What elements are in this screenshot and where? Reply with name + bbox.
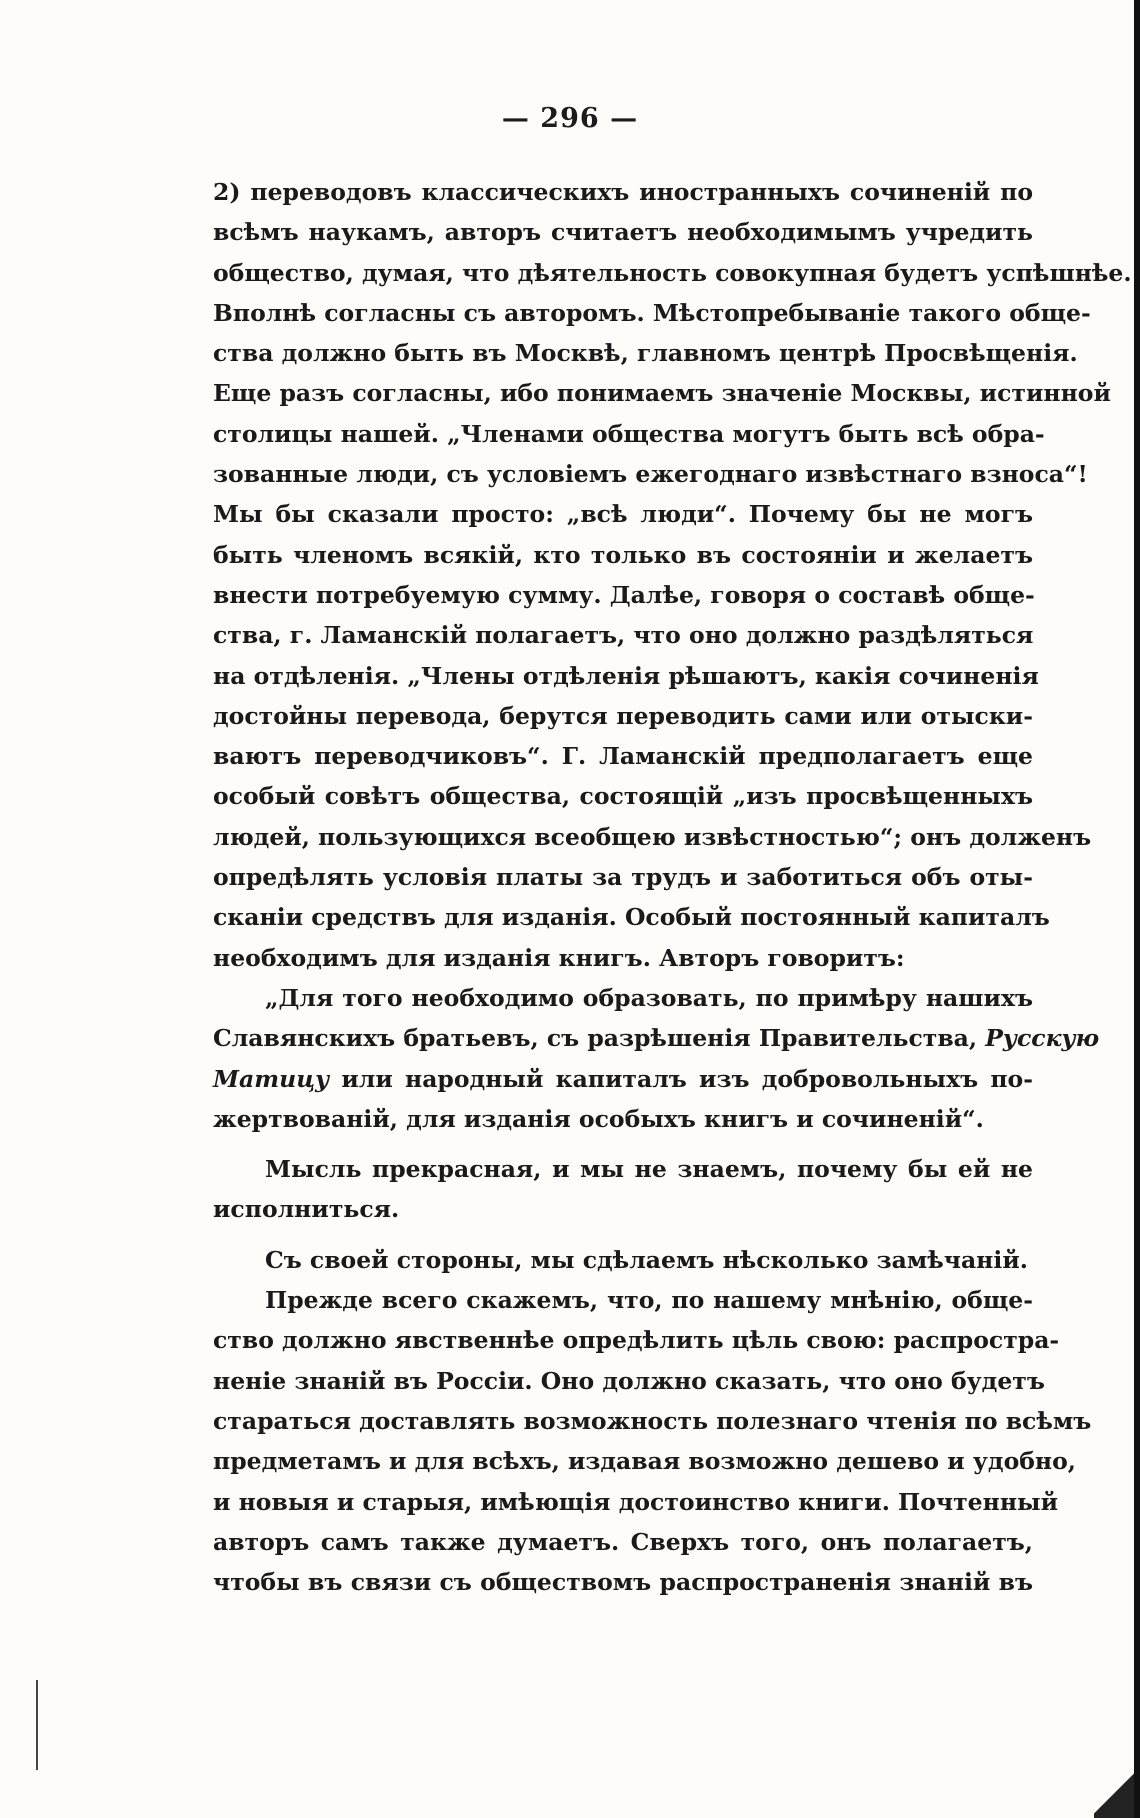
italic-text: Русскую — [985, 1024, 1100, 1053]
line-text: опредѣлять условія платы за трудъ и заботиться объ оты- — [213, 863, 1033, 892]
text-line — [213, 1240, 1033, 1280]
line-text: „Для того необходимо образовать, по примѣру нашихъ — [265, 983, 1033, 1012]
line-text: ство должно явственнѣе опредѣлить цѣль свою: распростра- — [213, 1326, 1060, 1355]
text-line — [213, 253, 1132, 293]
line-text: Прежде всего скажемъ, что, по нашему мнѣнію, обще- — [265, 1286, 1033, 1315]
line-text: ства, г. Ламанскій полагаетъ, что оно должно раздѣляться — [213, 621, 1034, 650]
text-line — [213, 1149, 1033, 1189]
text-line — [213, 1099, 1033, 1139]
line-text: на отдѣленія. „Члены отдѣленія рѣшаютъ, какія сочиненія — [213, 661, 1039, 690]
text-line — [213, 736, 1033, 776]
text-line — [213, 212, 1033, 252]
text-line — [213, 1522, 1033, 1562]
line-text: предметамъ и для всѣхъ, издавая возможно дешево и удобно, — [213, 1447, 1076, 1476]
text-line — [213, 615, 1033, 655]
italic-text: Матицу — [213, 1064, 330, 1093]
text-line — [213, 1059, 1033, 1099]
line-text: достойны перевода, берутся переводить сами или отыски- — [213, 701, 1033, 730]
text-line — [213, 333, 1078, 373]
text-line — [213, 535, 1033, 575]
line-text: авторъ самъ также думаетъ. Сверхъ того, онъ полагаетъ, — [213, 1527, 1033, 1556]
scan-page-edge — [1134, 0, 1140, 1818]
text-line — [213, 776, 1033, 816]
text-line — [213, 656, 1039, 696]
text-line — [213, 1189, 1033, 1229]
text-line — [213, 1562, 1033, 1602]
page-body-text — [213, 172, 1132, 1602]
line-text: Еще разъ согласны, ибо понимаемъ значеніе Москвы, истинной — [213, 379, 1111, 408]
line-text: неніе знаній въ Россіи. Оно должно сказать, что оно будетъ — [213, 1366, 1045, 1395]
line-text: ства должно быть въ Москвѣ, главномъ центрѣ Просвѣщенія. — [213, 339, 1078, 368]
text-line — [213, 1361, 1045, 1401]
line-text: общество, думая, что дѣятельность совокупная будетъ успѣшнѣе. — [213, 258, 1132, 287]
text-line — [213, 817, 1092, 857]
text-line — [213, 857, 1033, 897]
line-text: стараться доставлять возможность полезнаго чтенія по всѣмъ — [213, 1406, 1092, 1435]
line-text: быть членомъ всякій, кто только въ состояніи и желаетъ — [213, 540, 1033, 569]
line-text: ваютъ переводчиковъ“. Г. Ламанскій предполагаетъ еще — [213, 742, 1033, 771]
page-number: — 296 — — [501, 103, 639, 134]
scan-corner-shadow — [1094, 1758, 1134, 1818]
line-text: жертвованій, для изданія особыхъ книгъ и сочиненій“. — [213, 1104, 984, 1133]
line-text: Вполнѣ согласны съ авторомъ. Мѣстопребываніе такого обще- — [213, 298, 1091, 327]
line-text: внести потребуемую сумму. Далѣе, говоря о составѣ обще- — [213, 580, 1035, 609]
line-text: Мы бы сказали просто: „всѣ люди“. Почему бы не могъ — [213, 500, 1033, 529]
text-line — [213, 1018, 1100, 1058]
text-line — [213, 978, 1033, 1018]
text-line — [213, 897, 1050, 937]
text-line — [213, 575, 1033, 615]
line-text: Славянскихъ братьевъ, съ разрѣшенія Правительства, — [213, 1024, 986, 1053]
line-text: Мысль прекрасная, и мы не знаемъ, почему бы ей не — [265, 1155, 1033, 1184]
text-line — [213, 696, 1033, 736]
line-text: Съ своей стороны, мы сдѣлаемъ нѣсколько замѣчаній. — [265, 1245, 1028, 1274]
text-line — [213, 494, 1033, 534]
text-line — [213, 414, 1045, 454]
text-line — [213, 1482, 1059, 1522]
line-text: зованные люди, съ условіемъ ежегоднаго извѣстнаго взноса“! — [213, 460, 1088, 489]
scan-margin-mark — [36, 1680, 38, 1770]
line-text: особый совѣтъ общества, состоящій „изъ просвѣщенныхъ — [213, 782, 1033, 811]
text-line — [213, 454, 1088, 494]
line-text: исполниться. — [213, 1195, 400, 1224]
line-text: и новыя и старыя, имѣющія достоинство книги. Почтенный — [213, 1487, 1059, 1516]
line-text: 2) переводовъ классическихъ иностранныхъ сочиненій по — [213, 178, 1033, 206]
line-text: столицы нашей. „Членами общества могутъ быть всѣ обра- — [213, 419, 1045, 448]
text-line — [213, 938, 1033, 978]
text-line — [213, 1280, 1033, 1320]
line-text: или народный капиталъ изъ добровольныхъ по- — [329, 1064, 1033, 1093]
line-text: необходимъ для изданія книгъ. Авторъ говоритъ: — [213, 943, 905, 972]
line-text: людей, пользующихся всеобщею извѣстностью“; онъ долженъ — [213, 822, 1092, 851]
text-line — [213, 172, 1033, 212]
text-line — [213, 1441, 1076, 1481]
text-line — [213, 373, 1111, 413]
line-text: чтобы въ связи съ обществомъ распространенія знаній въ — [213, 1568, 1033, 1597]
text-line — [213, 293, 1091, 333]
text-line — [213, 1320, 1060, 1360]
line-text: всѣмъ наукамъ, авторъ считаетъ необходимымъ учредить — [213, 218, 1033, 247]
text-line — [213, 1401, 1092, 1441]
line-text: сканіи средствъ для изданія. Особый постоянный капиталъ — [213, 903, 1050, 932]
